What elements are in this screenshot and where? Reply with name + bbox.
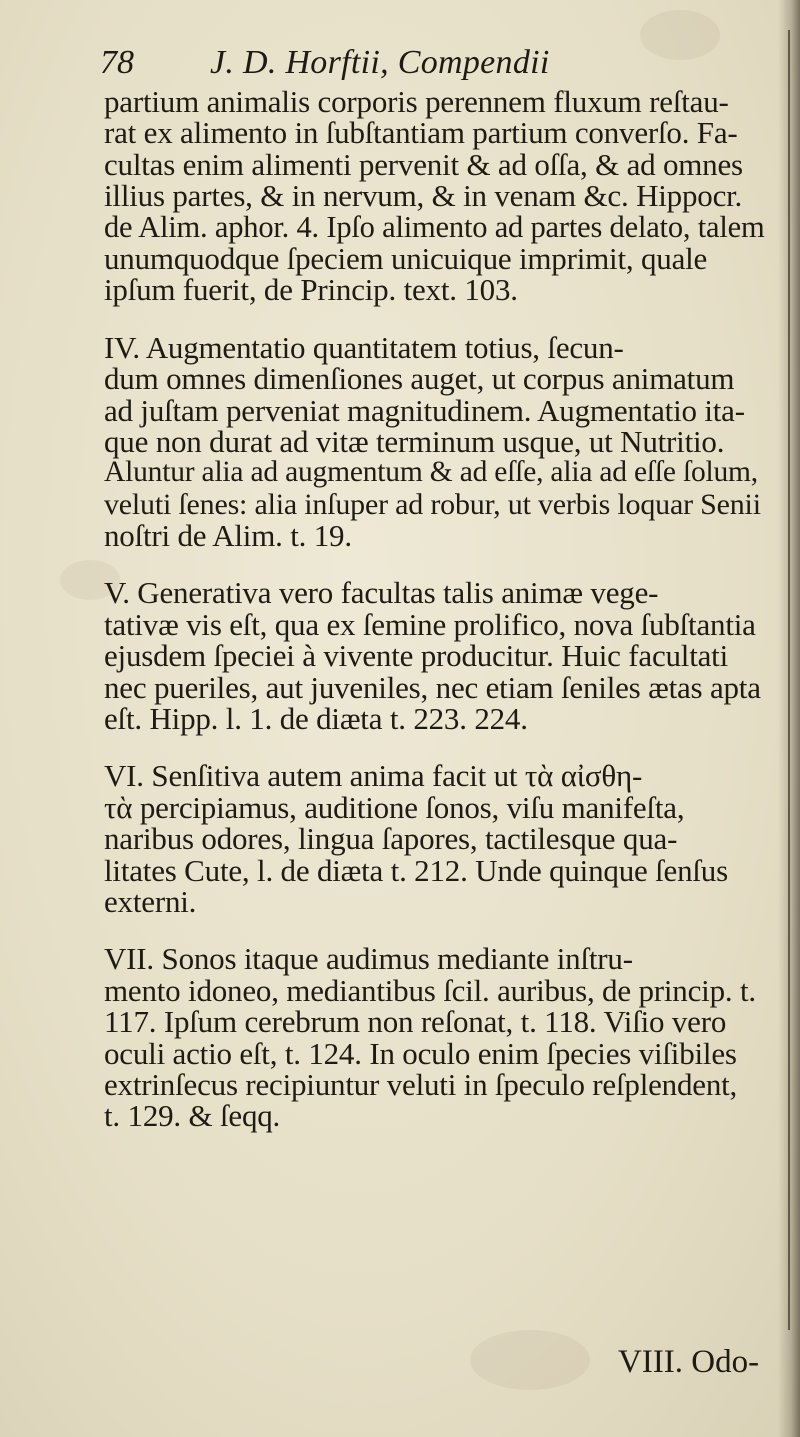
paragraph-vi <box>104 760 768 917</box>
text-line: mento idoneo, mediantibus ſcil. auribus, de princip. t. <box>104 972 756 1008</box>
running-head <box>100 44 760 84</box>
paragraph-iv <box>104 329 768 554</box>
body-text <box>104 86 768 1132</box>
text-line: naribus odores, lingua ſapores, tactilesque qua- <box>104 821 678 857</box>
text-line: ejusdem ſpeciei à vivente producitur. Huic facultati <box>104 638 729 674</box>
text-line: IV. Augmentatio quantitatem totius, ſecun- <box>104 329 624 365</box>
text-line: extrinſecus recipiuntur veluti in ſpeculo reſplendent, <box>104 1066 738 1102</box>
text-line: 117. Ipſum cerebrum non reſonat, t. 118. Viſio vero <box>104 1004 727 1040</box>
running-head-title: J. D. Horftii, Compendii <box>210 44 550 81</box>
paper-stain <box>470 1330 590 1390</box>
text-line: ad juſtam perveniat magnitudinem. Augmentatio ita- <box>104 392 745 428</box>
text-line: nec pueriles, aut juveniles, nec etiam ſeniles ætas apta <box>104 669 761 705</box>
text-line: litates Cute, l. de diæta t. 212. Unde quinque ſenſus <box>104 852 728 888</box>
paragraph-intro <box>104 86 768 306</box>
paragraph-vii <box>104 941 768 1134</box>
catchword: VIII. Odo- <box>618 1344 760 1380</box>
text-line: τὰ percipiamus, auditione ſonos, viſu manifeſta, <box>104 789 685 825</box>
text-line: eſt. Hipp. l. 1. de diæta t. 223. 224. <box>104 701 528 737</box>
text-line: VI. Senſitiva autem anima facit ut τὰ αἰσθη- <box>104 758 643 794</box>
text-line: t. 129. & ſeqq. <box>104 1098 281 1134</box>
text-line: unumquodque ſpeciem unicuique imprimit, quale <box>104 240 708 276</box>
text-line: illius partes, & in nervum, & in venam &c. Hippocr. <box>104 178 743 214</box>
text-line: externi. <box>104 883 197 919</box>
text-line: ipſum fuerit, de Princip. text. 103. <box>104 272 518 308</box>
text-line: dum omnes dimenſiones auget, ut corpus animatum <box>104 361 735 397</box>
text-line: VII. Sonos itaque audimus mediante inſtru- <box>104 941 633 977</box>
text-line: Aluntur alia ad augmentum & ad eſſe, alia ad eſſe ſolum, <box>104 456 758 489</box>
text-line: veluti ſenes: alia inſuper ad robur, ut verbis loquar Senii <box>104 487 761 521</box>
spine-edge <box>788 30 790 1330</box>
text-line: oculi actio eſt, t. 124. In oculo enim ſpecies viſibiles <box>104 1035 737 1071</box>
text-line: noſtri de Alim. t. 19. <box>104 518 352 554</box>
text-line: que non durat ad vitæ terminum usque, ut Nutritio. <box>104 423 725 459</box>
text-line: de Alim. aphor. 4. Ipſo alimento ad partes delato, talem <box>104 209 765 244</box>
text-line: tativæ vis eſt, qua ex ſemine prolifico, nova ſubſtantia <box>104 606 756 642</box>
paragraph-v <box>104 575 768 737</box>
page-number: 78 <box>100 44 134 81</box>
text-line: partium animalis corporis perennem fluxum reſtau- <box>104 84 729 119</box>
text-line: V. Generativa vero facultas talis animæ vege- <box>104 575 659 611</box>
text-line: rat ex alimento in ſubſtantiam partium converſo. Fa- <box>104 115 738 151</box>
text-line: cultas enim alimenti pervenit & ad oſſa, & ad omnes <box>104 146 743 182</box>
